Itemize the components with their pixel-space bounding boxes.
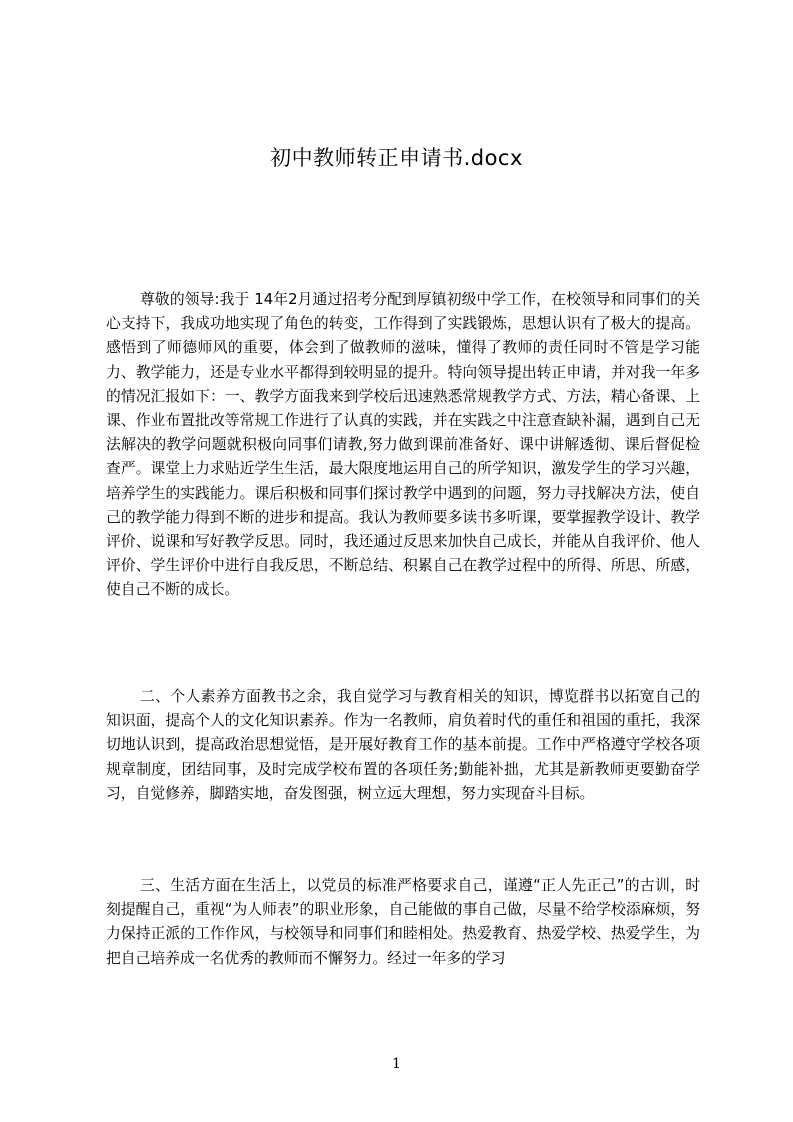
- paragraph-intro-teaching: 尊敬的领导:我于 14年2月通过招考分配到厚镇初级中学工作，在校领导和同事们的关心支持下，我成功地实现了角色的转变，工作得到了实践锻炼，思想认识有了极大的提高。感悟到了师德师风的重要，体会到了做教师的滋味，懂得了教师的责任同时不管是学习能力、教学能力，还是专业水平都得到较明显的提升。特向领导提出转正申请，并对我一年多的情况汇报如下：一、教学方面我来到学校后迅速熟悉常规教学方式、方法，精心备课、上课、作业布置批改等常规工作进行了认真的实践，并在实践之中注意查缺补漏，遇到自己无法解决的教学问题就积极向同事们请教,努力做到课前准备好、课中讲解透彻、课后督促检查严。课堂上力求贴近学生生活，最大限度地运用自己的所学知识，激发学生的学习兴趣，培养学生的实践能力。课后积极和同事们探讨教学中遇到的问题，努力寻找解决方法，使自己的教学能力得到不断的进步和提高。我认为教师要多读书多听课，要掌握教学设计、教学评价、说课和写好教学反思。同时，我还通过反思来加快自己成长，并能从自我评价、他人评价、学生评价中进行自我反思，不断总结、积累自己在教学过程中的所得、所思、所感，使自己不断的成长。: [106, 291, 700, 599]
- paragraph-daily-life: 三、生活方面在生活上，以党员的标准严格要求自己，谨遵“正人先正己”的古训，时刻提醒自己，重视“为人师表”的职业形象，自己能做的事自己做，尽量不给学校添麻烦，努力保持正派的工作作风，与校领导和同事们和睦相处。热爱教育、热爱学校、热爱学生，为把自己培养成一名优秀的教师而不懈努力。经过一年多的学习: [106, 877, 700, 967]
- paragraph-personal-quality: 二、个人素养方面教书之余，我自觉学习与教育相关的知识，博览群书以拓宽自己的知识面，提高个人的文化知识素养。作为一名教师，肩负着时代的重任和祖国的重托，我深切地认识到，提高政治思想觉悟，是开展好教育工作的基本前提。工作中严格遵守学校各项规章制度，团结同事，及时完成学校布置的各项任务;勤能补拙，尤其是新教师更要勤奋学习，自觉修养，脚踏实地，奋发图强，树立远大理想，努力实现奋斗目标。: [106, 688, 700, 802]
- page-number: 1: [392, 1056, 401, 1072]
- document-title: 初中教师转正申请书.docx: [270, 146, 523, 170]
